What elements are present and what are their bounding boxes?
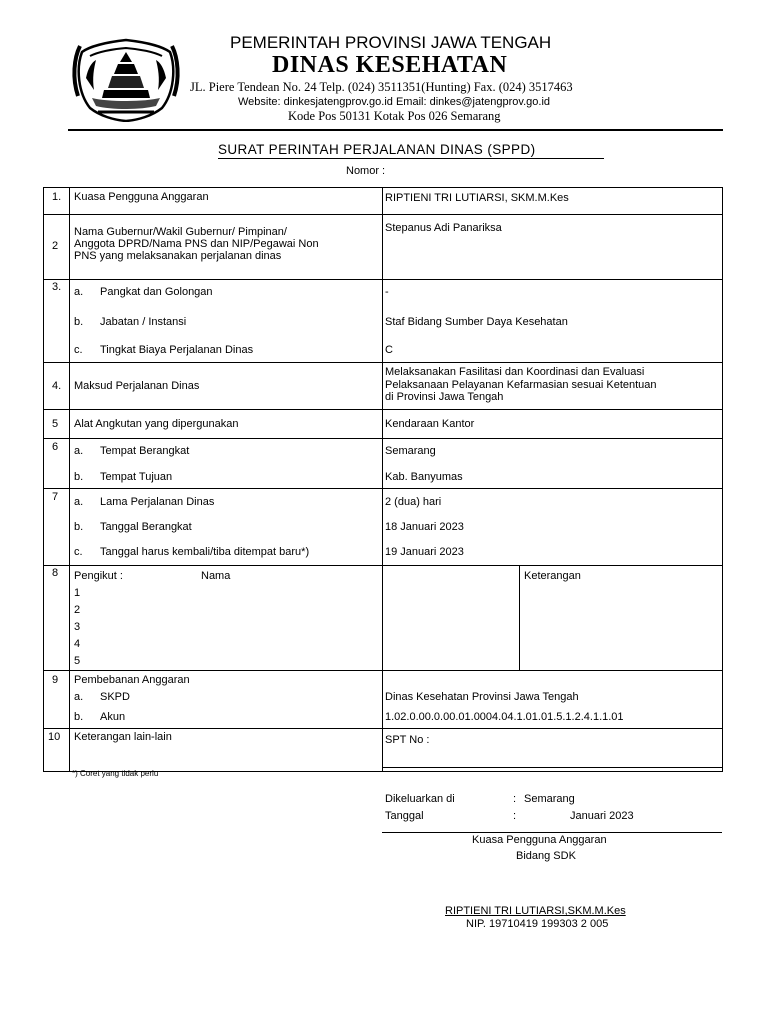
header-divider [68, 129, 723, 131]
row-label: Akun [100, 711, 126, 723]
row-value: Melaksanakan Fasilitasi dan Koordinasi dan Evaluasi [385, 366, 645, 378]
follower-number: 5 [74, 655, 81, 667]
issued-date-colon: : [513, 810, 517, 822]
row-label: Tanggal harus kembali/tiba ditempat baru*) [100, 546, 310, 558]
row-number: 2 [52, 240, 59, 252]
row-label: Pembebanan Anggaran [74, 674, 190, 686]
row-value: 19 Januari 2023 [385, 546, 464, 558]
row-label: Jabatan / Instansi [100, 316, 187, 328]
sub-letter: c. [74, 546, 83, 558]
row-number: 4. [52, 380, 62, 392]
signer-name: RIPTIENI TRI LUTIARSI,SKM.M.Kes [445, 905, 626, 917]
follower-number: 3 [74, 621, 81, 633]
row-value: Stepanus Adi Panariksa [385, 222, 502, 234]
row-value: Dinas Kesehatan Provinsi Jawa Tengah [385, 691, 579, 703]
follower-number: 2 [74, 604, 81, 616]
footnote: *) Coret yang tidak perlu [72, 769, 159, 778]
signer-role: Kuasa Pengguna Anggaran [472, 834, 607, 846]
row-number: 10 [48, 731, 61, 743]
office-postal-code: Kode Pos 50131 Kotak Pos 026 Semarang [288, 109, 501, 123]
sub-letter: b. [74, 471, 84, 483]
row-value: C [385, 344, 393, 356]
row-number: 1. [52, 191, 62, 203]
row-value: Semarang [385, 445, 436, 457]
row-number: 6 [52, 441, 59, 453]
issued-place-colon: : [513, 793, 517, 805]
row-number: 8 [52, 567, 59, 579]
row-label: Maksud Perjalanan Dinas [74, 380, 200, 392]
row-value: 18 Januari 2023 [385, 521, 464, 533]
keterangan-header: Keterangan [524, 570, 581, 582]
signer-nip: NIP. 19710419 199303 2 005 [466, 918, 609, 930]
row-label: Pangkat dan Golongan [100, 286, 213, 298]
issued-place-label: Dikeluarkan di [385, 793, 455, 805]
row-value: di Provinsi Jawa Tengah [385, 391, 504, 403]
sub-letter: a. [74, 496, 84, 508]
row-value: - [385, 286, 389, 298]
row-label: Anggota DPRD/Nama PNS dan NIP/Pegawai Non [74, 238, 319, 250]
row-label: Nama Gubernur/Wakil Gubernur/ Pimpinan/ [74, 226, 287, 238]
row-label: Tanggal Berangkat [100, 521, 192, 533]
row-label: PNS yang melaksanakan perjalanan dinas [74, 250, 282, 262]
sub-letter: a. [74, 691, 84, 703]
sub-letter: c. [74, 344, 83, 356]
signer-unit: Bidang SDK [516, 850, 576, 862]
document-title: SURAT PERINTAH PERJALANAN DINAS (SPPD) [218, 142, 536, 157]
office-website-email: Website: dinkesjatengprov.go.id Email: dinkes@jatengprov.go.id [238, 96, 551, 108]
follower-number: 4 [74, 638, 81, 650]
row-value: RIPTIENI TRI LUTIARSI, SKM.M.Kes [385, 192, 569, 204]
issued-divider [382, 832, 722, 833]
row-label: Kuasa Pengguna Anggaran [74, 191, 209, 203]
row-label: Tempat Berangkat [100, 445, 190, 457]
sub-letter: b. [74, 521, 84, 533]
row-number: 3. [52, 281, 62, 293]
row-value: 2 (dua) hari [385, 496, 442, 508]
sub-letter: b. [74, 316, 84, 328]
row-number: 9 [52, 674, 59, 686]
row-label: Lama Perjalanan Dinas [100, 496, 215, 508]
pengikut-label: Pengikut : [74, 570, 123, 582]
row-label: Tempat Tujuan [100, 471, 173, 483]
sub-letter: a. [74, 286, 84, 298]
nama-header: Nama [201, 570, 231, 582]
office-address: JL. Piere Tendean No. 24 Telp. (024) 3511351(Hunting) Fax. (024) 3517463 [190, 80, 573, 94]
row-value: 1.02.0.00.0.00.01.0004.04.1.01.01.5.1.2.4.1.1.01 [385, 711, 624, 723]
row-value: Staf Bidang Sumber Daya Kesehatan [385, 316, 568, 328]
row-label: Keterangan lain-lain [74, 731, 172, 743]
row-label: Tingkat Biaya Perjalanan Dinas [100, 344, 254, 356]
row-number: 5 [52, 418, 59, 430]
issued-date: Januari 2023 [570, 810, 634, 822]
row-label: Alat Angkutan yang dipergunakan [74, 418, 239, 430]
office-name: DINAS KESEHATAN [272, 52, 508, 78]
sub-letter: a. [74, 445, 84, 457]
issued-place: Semarang [524, 793, 575, 805]
document-number: Nomor : [346, 165, 386, 177]
row-label: SKPD [100, 691, 130, 703]
row-value: Kab. Banyumas [385, 471, 463, 483]
sub-letter: b. [74, 711, 84, 723]
row-value: SPT No : [385, 734, 430, 746]
government-name: PEMERINTAH PROVINSI JAWA TENGAH [230, 33, 552, 52]
row-value: Pelaksanaan Pelayanan Kefarmasian sesuai Ketentuan [385, 379, 657, 391]
province-emblem-logo [68, 38, 184, 122]
row-number: 7 [52, 491, 59, 503]
row-value: Kendaraan Kantor [385, 418, 475, 430]
title-underline [218, 158, 604, 159]
issued-date-label: Tanggal [385, 810, 424, 822]
follower-number: 1 [74, 587, 81, 599]
